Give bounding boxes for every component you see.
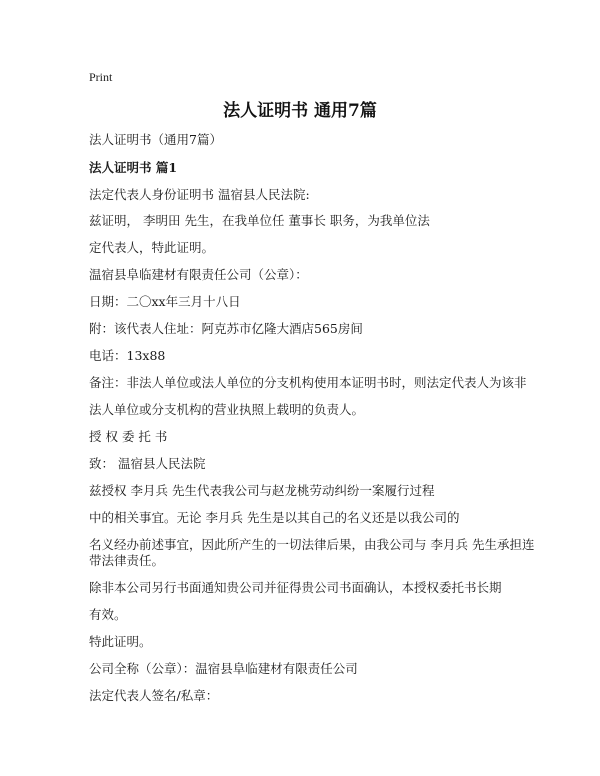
text-line: 温宿县阜临建材有限责任公司（公章）： [89, 267, 308, 282]
text-line: 兹授权 李月兵 先生代表我公司与赵龙桃劳动纠纷一案履行过程 [89, 483, 435, 498]
text-line: 授 权 委 托 书 [89, 429, 168, 444]
text-line: 法定代表人身份证明书 温宿县人民法院: [89, 187, 310, 202]
text-line: 法定代表人签名/私章： [89, 688, 219, 703]
text-line: 中的相关事宜。无论 李月兵 先生是以其自己的名义还是以我公司的 [89, 510, 460, 525]
print-label: Print [89, 70, 113, 84]
text-line: 除非本公司另行书面通知贵公司并征得贵公司书面确认，本授权委托书长期 [89, 580, 502, 595]
text-line: 兹证明， 李明田 先生，在我单位任 董事长 职务，为我单位法 [89, 213, 430, 228]
text-line: 有效。 [89, 607, 127, 622]
text-line: 备注：非法人单位或法人单位的分支机构使用本证明书时，则法定代表人为该非 [89, 375, 527, 390]
text-line: 公司全称（公章）：温宿县阜临建材有限责任公司 [89, 661, 358, 676]
text-line: 特此证明。 [89, 634, 152, 649]
text-line: 致： 温宿县人民法院 [89, 456, 206, 471]
document-subtitle: 法人证明书（通用7篇） [89, 132, 222, 147]
text-line: 附：该代表人住址：阿克苏市亿隆大酒店565房间 [89, 321, 363, 336]
document-title: 法人证明书 通用7篇 [223, 101, 377, 121]
text-line: 名义经办前述事宜，因此所产生的一切法律后果，由我公司与 李月兵 先生承担连 [89, 537, 535, 552]
text-line: 带法律责任。 [89, 553, 165, 568]
text-line: 电话：13x88 [89, 348, 166, 363]
text-line: 法人单位或分支机构的营业执照上载明的负责人。 [89, 402, 365, 417]
section-heading: 法人证明书 篇1 [89, 160, 178, 175]
text-line: 定代表人，特此证明。 [89, 240, 215, 255]
text-line: 日期：二〇xx年三月十八日 [89, 294, 241, 309]
